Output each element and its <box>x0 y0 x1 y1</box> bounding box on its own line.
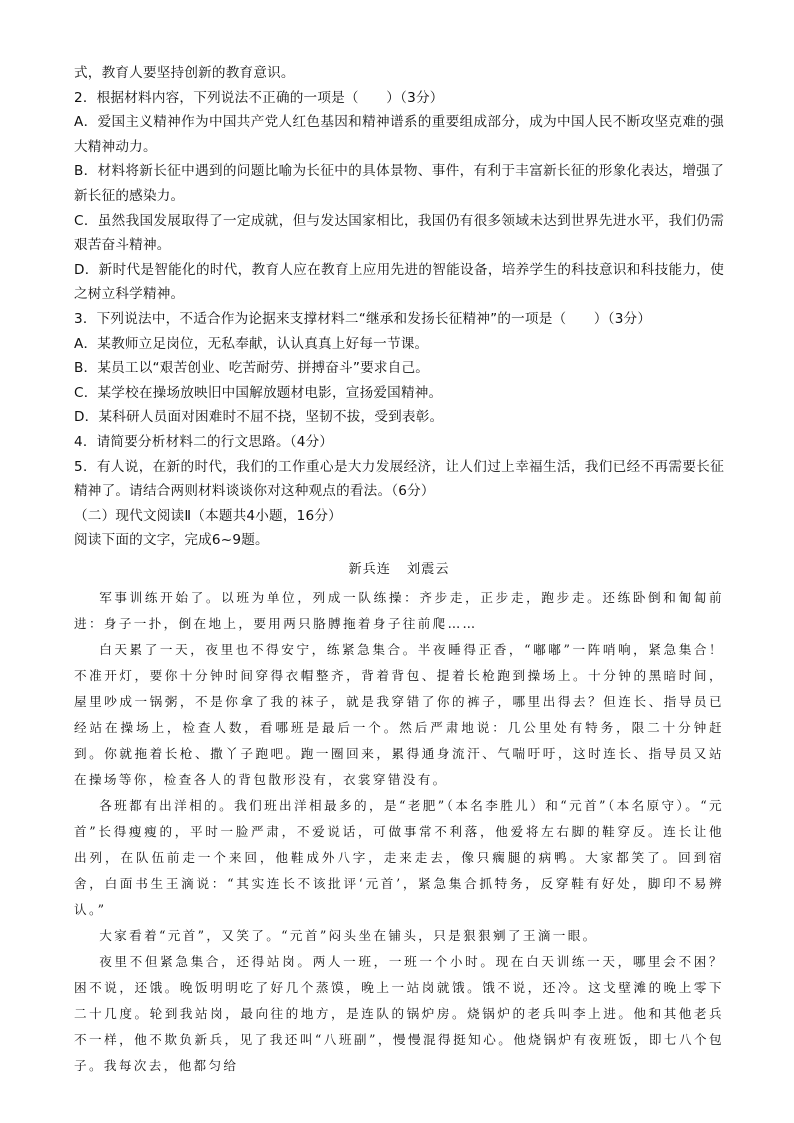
question-3-option-b: B．某员工以“艰苦创业、吃苦耐劳、拼搏奋斗”要求自己。 <box>74 360 430 377</box>
passage-paragraph: 夜里不但紧急集合，还得站岗。两人一班，一班一个小时。现在白天训练一天，哪里会不困？困不说，还饿。晚饭明明吃了好几个蒸馍，晚上一站岗就饿。饿不说，还冷。这戈壁滩的晚上零下二十几度。轮到我站岗，最向往的地方，是连队的锅炉房。烧锅炉的老兵叫李上进。他和其他老兵不一样，他不欺负新兵，见了我还叫“八班副”，慢慢混得挺知心。他烧锅炉有夜班饭，即七八个包子。我每次去，他都匀给 <box>74 953 724 1073</box>
passage-title-line <box>74 559 724 581</box>
question-5: 5．有人说，在新的时代，我们的工作重心是大力发展经济，让人们过上幸福生活，我们已经不再需要长征精神了。请结合两则材料谈谈你对这种观点的看法。（6分） <box>74 458 724 500</box>
question-2-option-c: C．虽然我国发展取得了一定成就，但与发达国家相比，我国仍有很多领域未达到世界先进水平，我们仍需艰苦奋斗精神。 <box>74 212 724 254</box>
passage-paragraph: 军事训练开始了。以班为单位，列成一队练操：齐步走，正步走，跑步走。还练卧倒和匍匐前进：身子一扑，倒在地上，要用两只胳膊拖着身子往前爬…… <box>74 589 724 631</box>
passage-author: 刘震云 <box>407 561 450 577</box>
question-section <box>74 61 724 553</box>
question-2-stem: 2．根据材料内容，下列说法不正确的一项是（ ）（3分） <box>74 89 444 106</box>
question-3-option-d: D．某科研人员面对困难时不屈不挠，坚韧不拔，受到表彰。 <box>74 409 444 426</box>
passage-paragraph: 白天累了一天，夜里也不得安宁，练紧急集合。半夜睡得正香，“嘟嘟”一阵哨响，紧急集合！不准开灯，要你十分钟时间穿得衣帽整齐，背着背包、提着长枪跑到操场上。十分钟的黑暗时间，屋里吵成一锅粥，不是你拿了我的袜子，就是我穿错了你的裤子，哪里出得去？但连长、指导员已经站在操场上，检查人数，看哪班是最后一个。然后严肃地说：几公里处有特务，限二十分钟赶到。你就拖着长枪、撒丫子跑吧。跑一圈回来，累得通身流汗、气喘吁吁，这时连长、指导员又站在操场等你，检查各人的背包散形没有，衣裳穿错没有。 <box>74 641 724 787</box>
question-2-option-b: B．材料将新长征中遇到的问题比喻为长征中的具体景物、事件，有利于丰富新长征的形象化表达，增强了新长征的感染力。 <box>74 163 724 204</box>
question-3-stem: 3．下列说法中，不适合作为论据来支撑材料二“继承和发扬长征精神”的一项是（ ）（3分） <box>74 310 652 327</box>
carryover-line: 式，教育人要坚持创新的教育意识。 <box>74 65 295 81</box>
question-3-option-c: C．某学校在操场放映旧中国解放题材电影，宣扬爱国精神。 <box>74 384 443 401</box>
passage-body <box>74 585 724 1079</box>
passage-title: 新兵连 <box>348 561 391 577</box>
question-2-option-a: A．爱国主义精神作为中国共产党人红色基因和精神谱系的重要组成部分，成为中国人民不断攻坚克难的强大精神动力。 <box>74 114 724 155</box>
question-4: 4．请简要分析材料二的行文思路。（4分） <box>74 433 334 450</box>
passage-paragraph: 大家看着“元首”，又笑了。“元首”闷头坐在铺头，只是狠狠剜了王滴一眼。 <box>99 927 598 943</box>
section-heading: （二）现代文阅读Ⅱ（本题共4小题，16分） <box>74 507 342 524</box>
question-3-option-a: A．某教师立足岗位，无私奉献，认认真真上好每一节课。 <box>74 335 429 352</box>
reading-instruction: 阅读下面的文字，完成6~9题。 <box>74 532 269 549</box>
passage-paragraph: 各班都有出洋相的。我们班出洋相最多的，是“老肥”（本名李胜儿）和“元首”（本名原守）。“元首”长得瘦瘦的，平时一脸严肃，不爱说话，可做事常不利落，他爱将左右脚的鞋穿反。连长让他出列，在队伍前走一个来回，他鞋成外八字，走来走去，像只瘸腿的病鸭。大家都笑了。回到宿舍，白面书生王滴说：“其实连长不该批评‘元首’，紧急集合抓特务，反穿鞋有好处，脚印不易辨认。” <box>74 797 724 917</box>
question-2-option-d: D．新时代是智能化的时代，教育人应在教育上应用先进的智能设备，培养学生的科技意识和科技能力，使之树立科学精神。 <box>74 261 724 303</box>
